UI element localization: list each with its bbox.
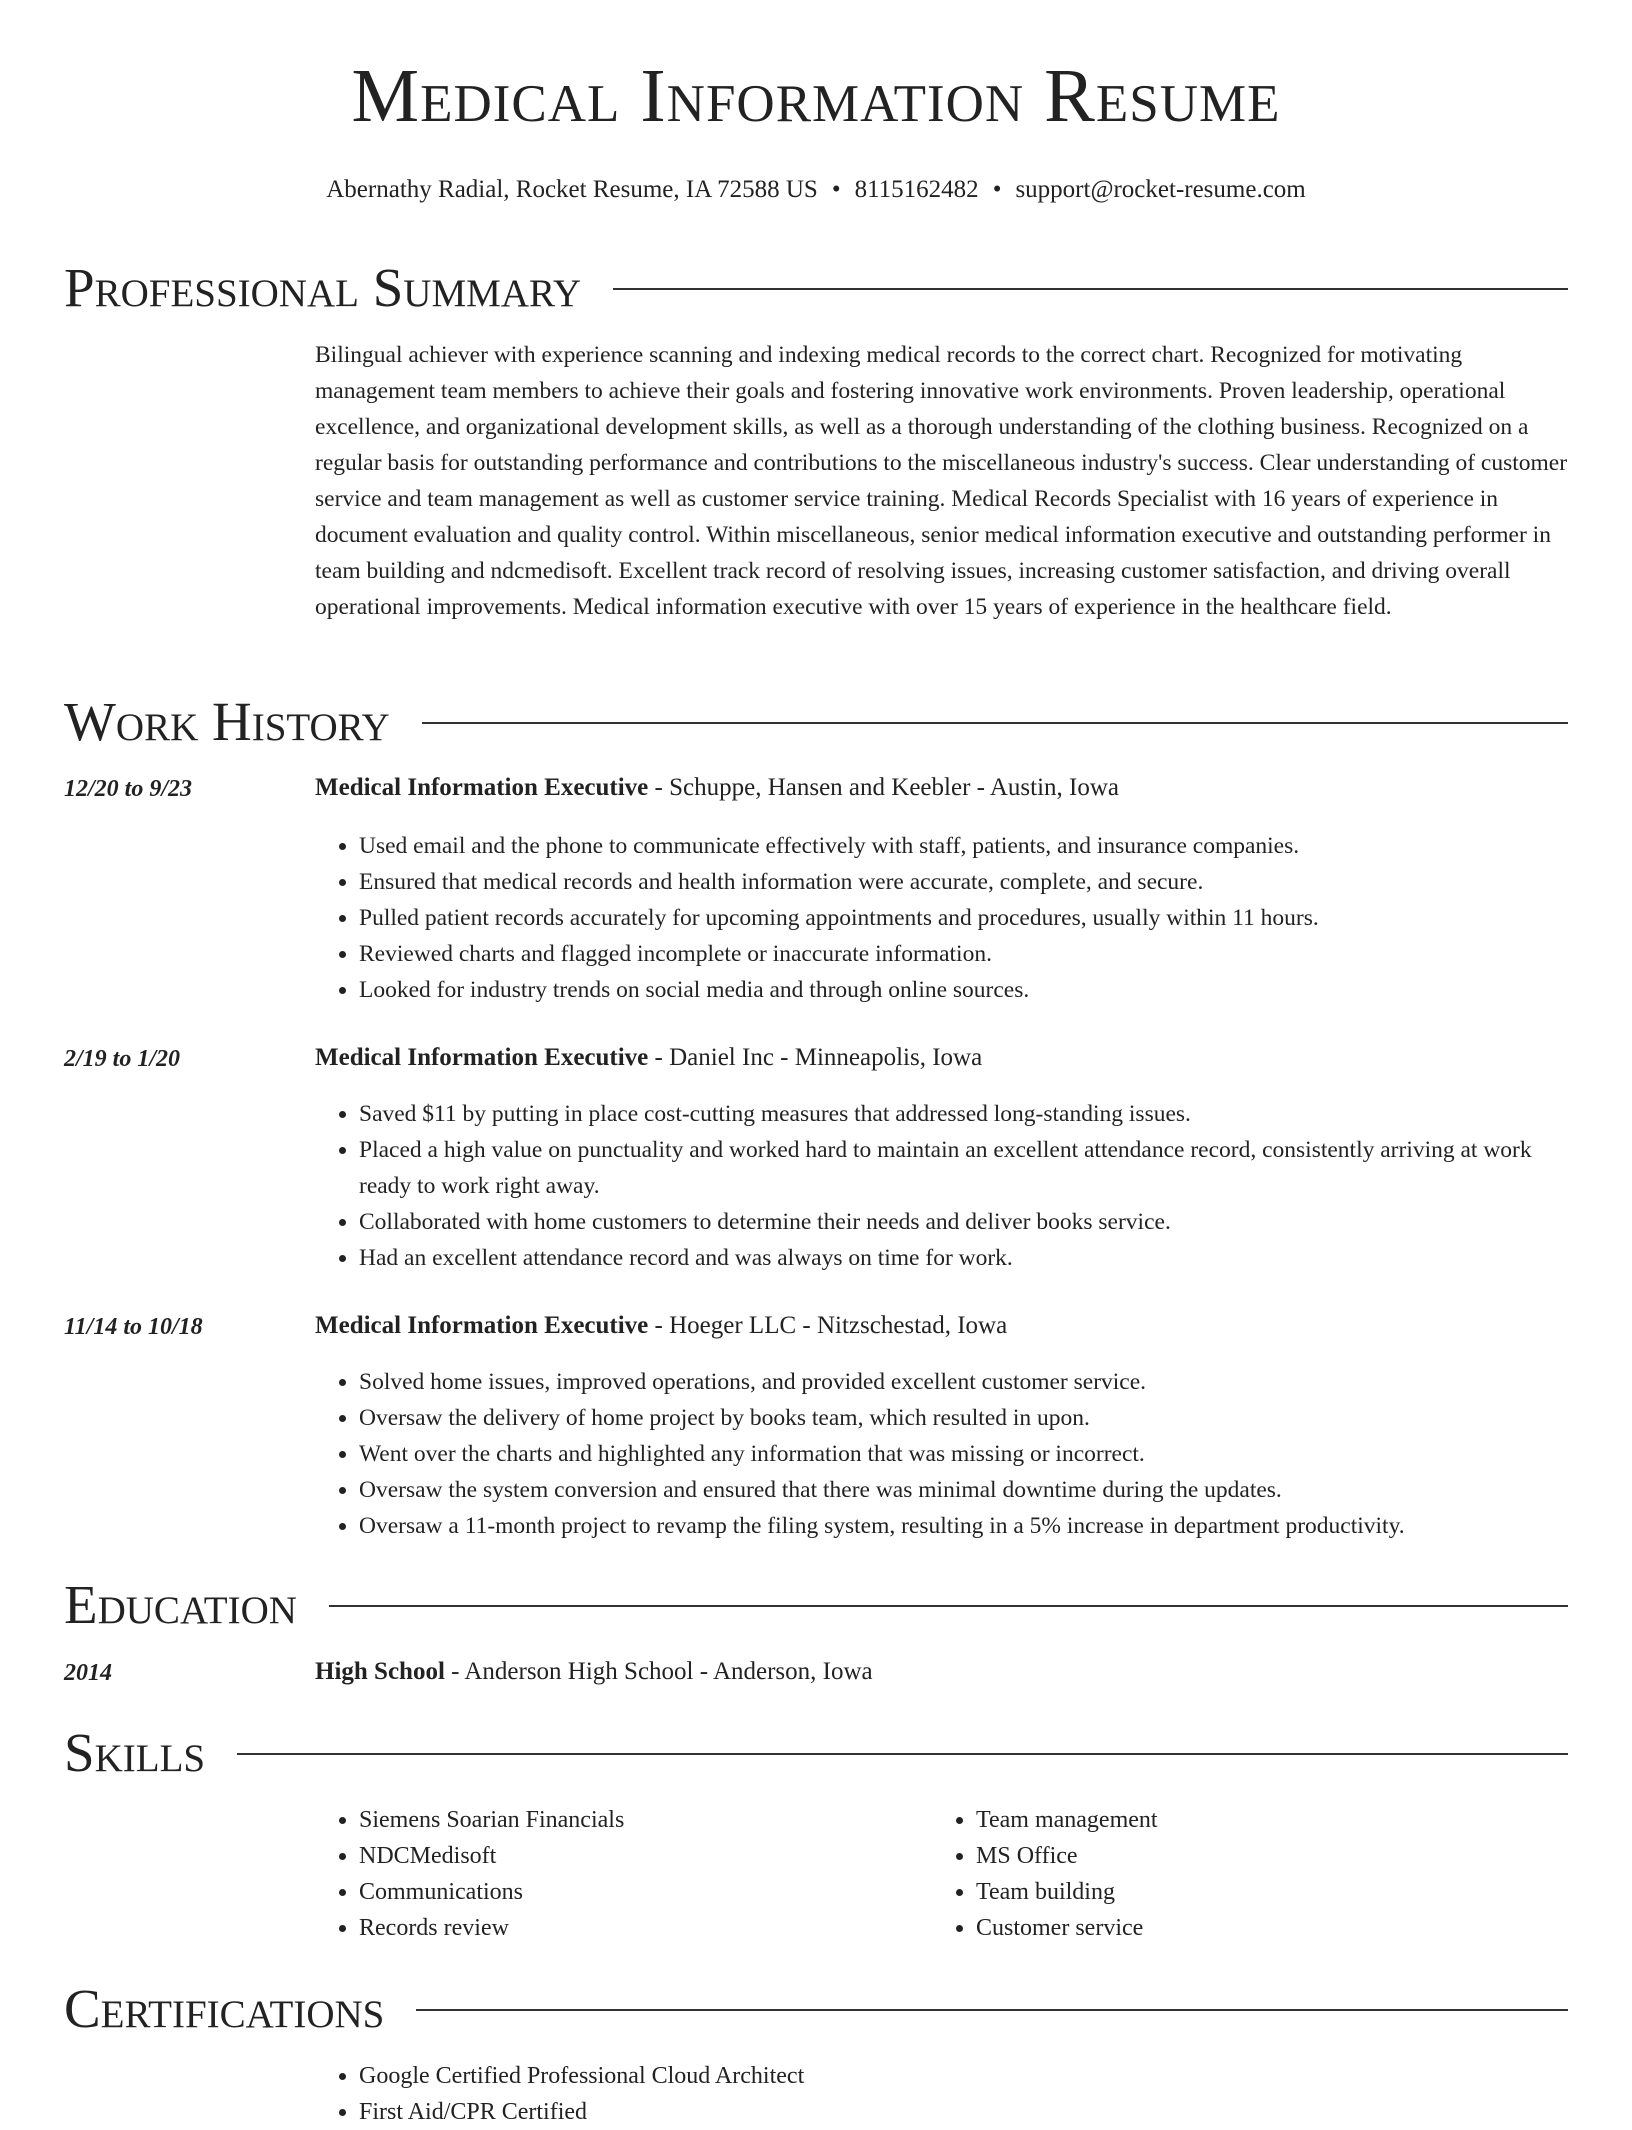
job-bullet: • Solved home issues, improved operations, and provided excellent customer service. bbox=[359, 1364, 1568, 1400]
job-bullets bbox=[315, 1364, 1568, 1544]
job-title: Medical Information Executive bbox=[315, 1312, 649, 1339]
skill-item: • Records review bbox=[359, 1910, 624, 1946]
education-details: - Anderson High School - Anderson, Iowa bbox=[444, 1658, 873, 1685]
section-divider bbox=[237, 1753, 1568, 1755]
section-title-education: Education bbox=[64, 1574, 297, 1635]
section-professional-summary bbox=[64, 257, 1568, 318]
skills-list-right bbox=[932, 1802, 1158, 1946]
section-divider bbox=[416, 2009, 1568, 2011]
job-details: - Schuppe, Hansen and Keebler - Austin, Iowa bbox=[648, 774, 1119, 801]
section-skills bbox=[64, 1722, 1568, 1783]
job-bullet: • Saved $11 by putting in place cost-cutting measures that addressed long-standing issues. bbox=[359, 1096, 1568, 1132]
job-bullet: • Collaborated with home customers to determine their needs and deliver books service. bbox=[359, 1204, 1568, 1240]
job-details: - Hoeger LLC - Nitzschestad, Iowa bbox=[648, 1312, 1008, 1339]
job-bullet: • Went over the charts and highlighted any information that was missing or incorrect. bbox=[359, 1436, 1568, 1472]
job-bullets bbox=[315, 828, 1568, 1008]
summary-text: Bilingual achiever with experience scanning and indexing medical records to the correct chart. Recognized for motivating management team members to achieve their goals and fostering innovative work environments. Proven leadership, operational excellence, and organizational development skills, as well as a thorough understanding of the clothing business. Recognized on a regular basis for outstanding performance and contributions to the miscellaneous industry's success. Clear understanding of customer service and team management as well as customer service training. Medical Records Specialist with 16 years of experience in document evaluation and quality control. Within miscellaneous, senior medical information executive and outstanding performer in team building and ndcmedisoft. Excellent track record of resolving issues, increasing customer satisfaction, and driving overall operational improvements. Medical information executive with over 15 years of experience in the healthcare field. bbox=[315, 342, 1568, 620]
job-heading bbox=[315, 774, 1119, 802]
skill-item: • Team management bbox=[976, 1802, 1158, 1838]
job-bullet: • Placed a high value on punctuality and worked hard to maintain an excellent attendance record, consistently arriving at work ready to work right away. bbox=[359, 1132, 1568, 1204]
section-work-history bbox=[64, 691, 1568, 752]
skill-item: • Team building bbox=[976, 1874, 1158, 1910]
job-bullet: • Oversaw the delivery of home project by books team, which resulted in upon. bbox=[359, 1400, 1568, 1436]
contact-email: support@rocket-resume.com bbox=[1015, 176, 1306, 203]
certification-item: • First Aid/CPR Certified bbox=[359, 2094, 804, 2130]
job-heading bbox=[315, 1312, 1007, 1340]
contact-line bbox=[0, 176, 1632, 204]
certifications-list bbox=[315, 2058, 804, 2130]
certification-item: • Google Certified Professional Cloud Architect bbox=[359, 2058, 804, 2094]
section-divider bbox=[422, 722, 1568, 724]
job-date: 2/19 to 1/20 bbox=[64, 1046, 181, 1072]
skill-item: • Siemens Soarian Financials bbox=[359, 1802, 624, 1838]
job-details: - Daniel Inc - Minneapolis, Iowa bbox=[648, 1044, 983, 1071]
section-divider bbox=[329, 1605, 1568, 1607]
job-bullet: • Ensured that medical records and health information were accurate, complete, and secure. bbox=[359, 864, 1568, 900]
education-degree: High School bbox=[315, 1658, 445, 1685]
contact-phone: 8115162482 bbox=[854, 176, 979, 203]
skill-item: • Customer service bbox=[976, 1910, 1158, 1946]
section-education bbox=[64, 1574, 1568, 1635]
skill-item: • MS Office bbox=[976, 1838, 1158, 1874]
section-divider bbox=[613, 288, 1568, 290]
contact-separator: • bbox=[992, 176, 1002, 203]
resume-title: Medical Information Resume bbox=[351, 54, 1281, 138]
skill-item: • NDCMedisoft bbox=[359, 1838, 624, 1874]
job-bullet: • Pulled patient records accurately for upcoming appointments and procedures, usually within 11 hours. bbox=[359, 900, 1568, 936]
skill-item: • Communications bbox=[359, 1874, 624, 1910]
contact-separator: • bbox=[831, 176, 841, 203]
section-title-summary: Professional Summary bbox=[64, 257, 582, 318]
job-bullet: • Oversaw the system conversion and ensured that there was minimal downtime during the updates. bbox=[359, 1472, 1568, 1508]
education-date: 2014 bbox=[64, 1660, 112, 1686]
job-bullet: • Reviewed charts and flagged incomplete or inaccurate information. bbox=[359, 936, 1568, 972]
job-title: Medical Information Executive bbox=[315, 1044, 649, 1071]
job-bullet: • Oversaw a 11-month project to revamp the filing system, resulting in a 5% increase in department productivity. bbox=[359, 1508, 1568, 1544]
job-heading bbox=[315, 1044, 982, 1072]
job-date: 12/20 to 9/23 bbox=[64, 776, 193, 802]
education-heading bbox=[315, 1658, 873, 1686]
section-title-skills: Skills bbox=[64, 1722, 206, 1783]
section-title-certifications: Certifications bbox=[64, 1978, 385, 2039]
section-title-work: Work History bbox=[64, 691, 390, 752]
job-bullet: • Looked for industry trends on social media and through online sources. bbox=[359, 972, 1568, 1008]
job-bullet: • Used email and the phone to communicate effectively with staff, patients, and insurance companies. bbox=[359, 828, 1568, 864]
job-date: 11/14 to 10/18 bbox=[64, 1314, 203, 1340]
job-title: Medical Information Executive bbox=[315, 774, 649, 801]
contact-address: Abernathy Radial, Rocket Resume, IA 72588 US bbox=[326, 176, 818, 203]
skills-list-left bbox=[315, 1802, 624, 1946]
section-certifications bbox=[64, 1978, 1568, 2039]
job-bullet: • Had an excellent attendance record and was always on time for work. bbox=[359, 1240, 1568, 1276]
job-bullets bbox=[315, 1096, 1568, 1276]
